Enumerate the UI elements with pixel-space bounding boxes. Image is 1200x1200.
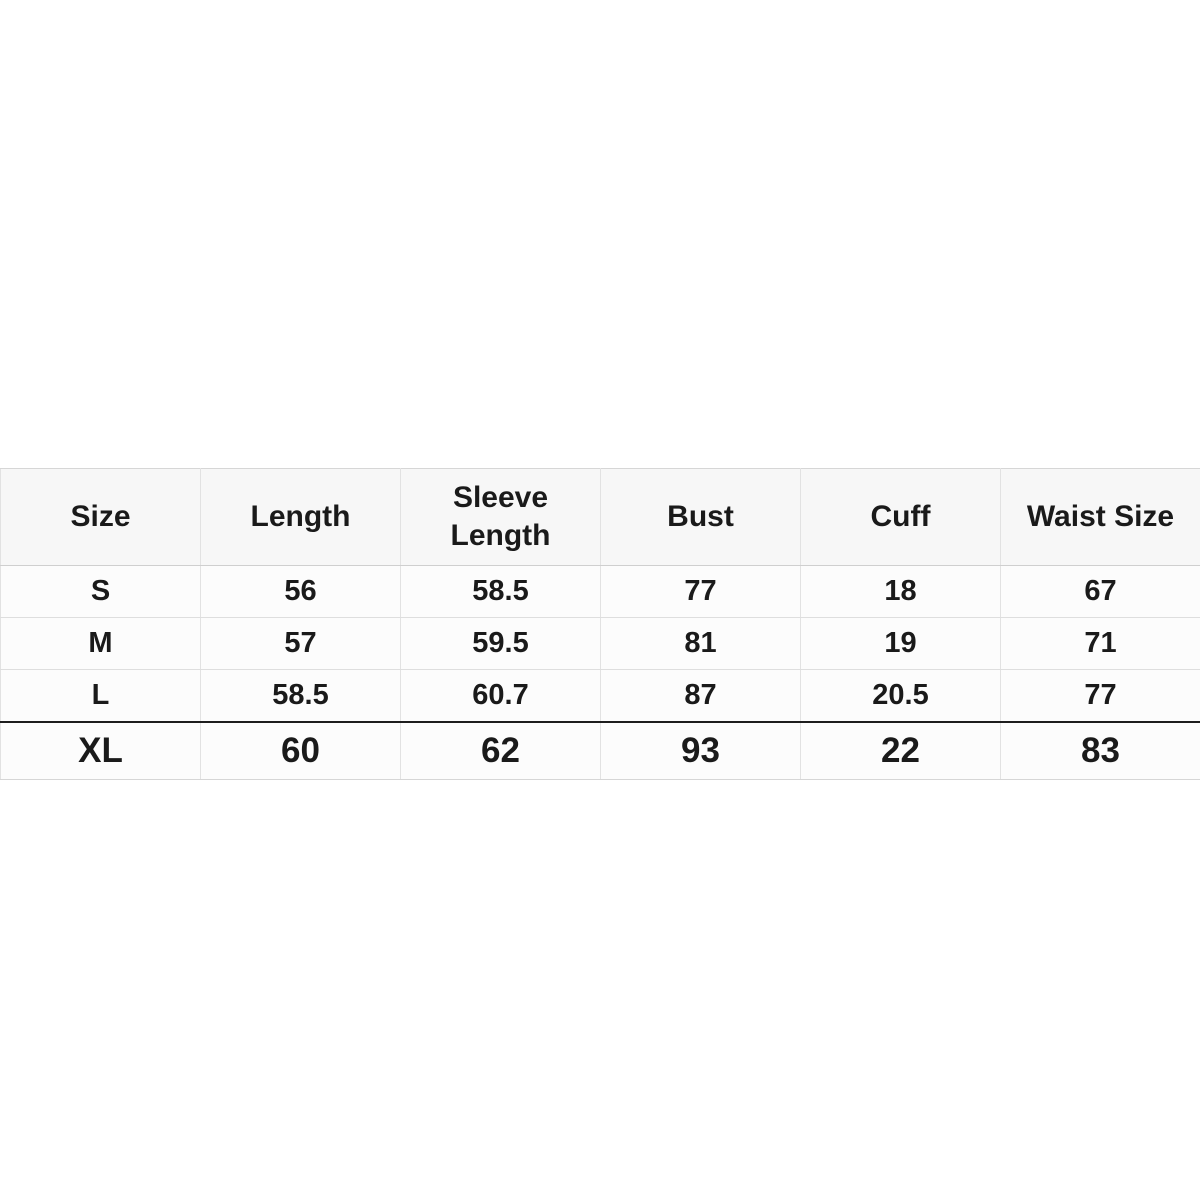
table-row (1, 722, 1200, 780)
cell-size: L (1, 670, 201, 723)
cell-waist-size: 77 (1001, 670, 1200, 723)
cell-sleeve-length: 59.5 (401, 618, 601, 670)
column-header-size: Size (1, 469, 201, 566)
cell-waist-size: 83 (1001, 722, 1200, 780)
column-header-sleeve-line2: Length (450, 519, 551, 552)
cell-bust: 93 (601, 722, 801, 780)
cell-size: XL (1, 722, 201, 780)
cell-cuff: 22 (801, 722, 1001, 780)
cell-sleeve-length: 58.5 (401, 566, 601, 618)
cell-bust: 81 (601, 618, 801, 670)
table-header (1, 469, 1200, 566)
cell-size: M (1, 618, 201, 670)
cell-waist-size: 67 (1001, 566, 1200, 618)
table-row (1, 566, 1200, 618)
header-row (1, 469, 1200, 566)
cell-cuff: 19 (801, 618, 1001, 670)
cell-length: 56 (201, 566, 401, 618)
cell-bust: 87 (601, 670, 801, 723)
cell-waist-size: 71 (1001, 618, 1200, 670)
cell-cuff: 18 (801, 566, 1001, 618)
column-header-sleeve-line1: Sleeve (452, 481, 549, 514)
table-body (1, 566, 1200, 780)
size-chart-container (0, 468, 1200, 780)
table-row (1, 618, 1200, 670)
cell-length: 57 (201, 618, 401, 670)
cell-size: S (1, 566, 201, 618)
table-row (1, 670, 1200, 723)
cell-bust: 77 (601, 566, 801, 618)
column-header-waist-size: Waist Size (1001, 469, 1200, 566)
cell-length: 60 (201, 722, 401, 780)
cell-sleeve-length: 60.7 (401, 670, 601, 723)
column-header-bust: Bust (601, 469, 801, 566)
column-header-length: Length (201, 469, 401, 566)
size-chart-table (0, 468, 1200, 780)
cell-length: 58.5 (201, 670, 401, 723)
column-header-cuff: Cuff (801, 469, 1001, 566)
cell-cuff: 20.5 (801, 670, 1001, 723)
column-header-sleeve-length (401, 469, 601, 566)
cell-sleeve-length: 62 (401, 722, 601, 780)
